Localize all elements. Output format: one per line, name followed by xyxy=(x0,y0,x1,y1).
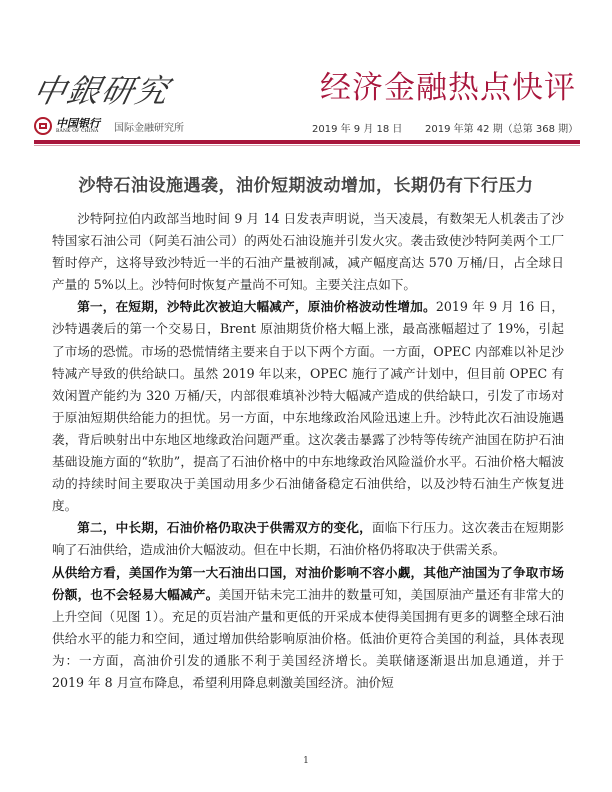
article-body xyxy=(52,208,564,694)
article-title: 沙特石油设施遇袭，油价短期波动增加，长期仍有下行压力 xyxy=(78,176,534,197)
page-number: 1 xyxy=(303,756,309,766)
brand-calligraphy-logo: 中銀研究 xyxy=(29,72,174,110)
paragraph-point-1 xyxy=(52,296,564,517)
bank-of-china-logo-icon xyxy=(34,117,52,135)
bank-name xyxy=(56,118,100,135)
institute-name: 国际金融研究所 xyxy=(114,122,184,134)
paragraph-lead: 第二，中长期，石油价格仍取决于供需双方的变化， xyxy=(77,520,372,536)
bank-name-cn: 中国银行 xyxy=(56,116,100,130)
paragraph-text: 美国开钻未完工油井的数量可知，美国原油产量还有非常大的上升空间（见图 1）。充足的页岩油产量和更低的开采成本使得美国拥有更多的调整全球石油供给水平的能力和空间，通过增加供给影响原油价格。低油价更符合美国的利益，具体表现为：一方面，高油价引发的通胀不利于美国经济增长。美联储逐渐退出加息通道，并于 2019 年 8 月宣布降息，希望利用降息刺激美国经济。油价短 xyxy=(52,586,565,690)
report-series-title: 经济金融热点快评 xyxy=(320,70,576,106)
issue-number: 2019 年第 42 期（总第 368 期） xyxy=(425,124,579,135)
paragraph-lead: 从供给方看，美国作为第一大石油出口国，对油价影响不容小觑，其他产油国为了争取市场份额，也不会轻易大幅减产。 xyxy=(52,564,564,602)
header-divider-thin xyxy=(34,145,580,146)
paragraph-intro xyxy=(52,208,564,296)
paragraph-text: 沙特阿拉伯内政部当地时间 9 月 14 日发表声明说，当天凌晨，有数架无人机袭击了沙特国家石油公司（阿美石油公司）的两处石油设施并引发火灾。袭击致使沙特阿美两个工厂暂时停产，这将导致沙特近一半的石油产量被削减，减产幅度高达 570 万桶/日，占全球日产量的 5%以上。沙特何时恢复产量尚不可知。主要关注点如下。 xyxy=(52,211,564,293)
paragraph-lead: 第一，在短期，沙特此次被迫大幅减产，原油价格波动性增加。 xyxy=(77,299,436,315)
paragraph-text: 2019 年 9 月 16 日，沙特遇袭后的第一个交易日，Brent 原油期货价格大幅上涨，最高涨幅超过了 19%，引起了市场的恐慌。市场的恐慌情绪主要来自于以下两个方面。一方面，OPEC 内部难以补足沙特减产导致的供给缺口。虽然 2019 年以来，OPEC 施行了减产计划中，但目前 OPEC 有效闲置产能约为 320 万桶/天，内部很难填补沙特大幅减产造成的供给缺口，引发了市场对于原油短期供给能力的担忧。另一方面，中东地缘政治风险迅速上升。沙特此次石油设施遇袭，背后映射出中东地区地缘政治问题严重。这次袭击暴露了沙特等传统产油国在防护石油基础设施方面的“软肋”，提高了石油价格中的中东地缘政治风险溢价水平。石油价格大幅波动的持续时间主要取决于美国动用多少石油储备稳定石油供给，以及沙特石油生产恢复进度。 xyxy=(52,299,565,514)
paragraph-point-2 xyxy=(52,517,564,561)
paragraph-supply-side xyxy=(52,562,564,695)
publish-date: 2019 年 9 月 18 日 xyxy=(312,124,403,135)
paragraph-text: 面临下行压力。这次袭击在短期影响了石油供给，造成油价大幅波动。但在中长期，石油价格仍将取决于供需关系。 xyxy=(52,520,565,558)
header-divider xyxy=(34,140,580,144)
bank-logo-row xyxy=(34,117,184,135)
bank-name-en: BANK OF CHINA xyxy=(56,128,99,134)
